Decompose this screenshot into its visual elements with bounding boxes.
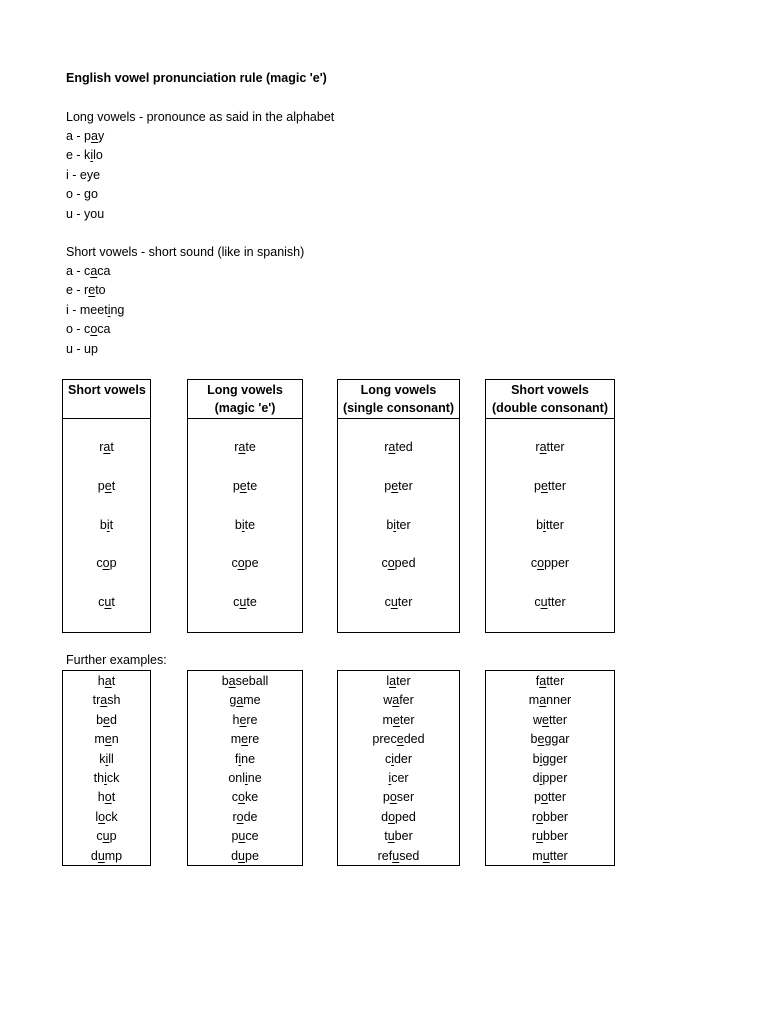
- example-word: bed: [96, 712, 117, 727]
- long-vowels-heading: Long vowels - pronounce as said in the alphabet: [66, 110, 335, 124]
- example-word: biter: [386, 517, 411, 532]
- example-word: cop: [96, 556, 117, 571]
- example-word: cider: [384, 751, 413, 766]
- example-word: fine: [234, 751, 256, 766]
- example-word: rate: [234, 440, 256, 454]
- short-vowel-item: o - coca: [66, 322, 111, 337]
- further-examples-column: [485, 670, 615, 866]
- example-word: wetter: [532, 712, 568, 727]
- example-word: cut: [98, 595, 115, 610]
- example-word: icer: [388, 770, 409, 785]
- main-table-column: [62, 379, 151, 633]
- example-word: later: [386, 674, 411, 688]
- short-vowel-item: i - meeting: [66, 302, 125, 317]
- example-word: cute: [233, 595, 257, 610]
- further-examples-column: [187, 670, 303, 866]
- example-word: rat: [99, 440, 114, 454]
- example-word: kill: [99, 751, 114, 766]
- example-word: lock: [95, 809, 118, 824]
- example-word: trash: [92, 693, 121, 708]
- long-vowel-item: i - eye: [66, 167, 101, 182]
- long-vowel-item: u - you: [66, 206, 105, 221]
- main-table-column: [485, 379, 615, 633]
- example-word: ratter: [535, 440, 565, 454]
- further-examples-column: [62, 670, 151, 866]
- example-word: manner: [528, 693, 572, 708]
- example-word: rode: [232, 809, 258, 824]
- example-word: cutter: [534, 595, 566, 610]
- example-word: preceded: [372, 732, 425, 747]
- long-vowel-item: o - go: [66, 187, 98, 202]
- example-word: wafer: [383, 693, 414, 708]
- column-header: Short vowels: [63, 380, 150, 419]
- example-word: cuter: [384, 595, 413, 610]
- example-word: beggar: [530, 732, 570, 747]
- example-word: pet: [97, 478, 116, 493]
- example-word: meter: [382, 712, 415, 727]
- example-word: bit: [99, 517, 114, 532]
- column-header: Short vowels (double consonant): [486, 380, 614, 419]
- short-vowel-item: a - caca: [66, 264, 111, 278]
- example-word: tuber: [384, 829, 413, 844]
- example-word: rubber: [531, 829, 569, 844]
- example-word: potter: [534, 790, 566, 805]
- example-word: peter: [384, 478, 413, 493]
- further-examples-column: [337, 670, 460, 866]
- example-word: thick: [93, 770, 120, 785]
- example-word: cup: [96, 829, 117, 844]
- example-word: mere: [230, 732, 260, 747]
- example-word: bigger: [532, 751, 568, 766]
- example-word: pete: [232, 478, 258, 493]
- example-word: robber: [531, 809, 569, 824]
- example-word: hat: [97, 674, 116, 688]
- further-examples-label: Further examples:: [66, 653, 167, 667]
- example-word: dupe: [231, 848, 259, 863]
- example-word: cope: [231, 556, 259, 571]
- main-table-column: [187, 379, 303, 633]
- example-word: refused: [377, 848, 420, 863]
- example-word: copper: [530, 556, 570, 571]
- main-table-column: [337, 379, 460, 633]
- page-title: English vowel pronunciation rule (magic 'e'): [66, 71, 327, 85]
- example-word: coped: [381, 556, 416, 571]
- example-word: hot: [97, 790, 116, 805]
- example-word: online: [228, 770, 262, 785]
- short-vowels-heading: Short vowels - short sound (like in spanish): [66, 245, 305, 259]
- example-word: doped: [381, 809, 416, 824]
- long-vowel-item: a - pay: [66, 129, 105, 143]
- example-word: game: [229, 693, 261, 708]
- example-word: mutter: [532, 848, 568, 863]
- example-word: dipper: [532, 770, 568, 785]
- short-vowel-item: u - up: [66, 341, 98, 356]
- example-word: bite: [234, 517, 256, 532]
- example-word: coke: [231, 790, 259, 805]
- column-header: Long vowels (magic 'e'): [188, 380, 302, 419]
- example-word: men: [94, 732, 119, 747]
- example-word: bitter: [536, 517, 564, 532]
- example-word: here: [232, 712, 258, 727]
- long-vowel-item: e - kilo: [66, 148, 103, 163]
- short-vowel-item: e - reto: [66, 283, 106, 298]
- example-word: puce: [231, 829, 259, 844]
- example-word: rated: [384, 440, 413, 454]
- example-word: poser: [382, 790, 415, 805]
- example-word: dump: [90, 848, 123, 863]
- example-word: baseball: [221, 674, 269, 688]
- column-header: Long vowels (single consonant): [338, 380, 459, 419]
- example-word: fatter: [535, 674, 565, 688]
- example-word: petter: [534, 478, 566, 493]
